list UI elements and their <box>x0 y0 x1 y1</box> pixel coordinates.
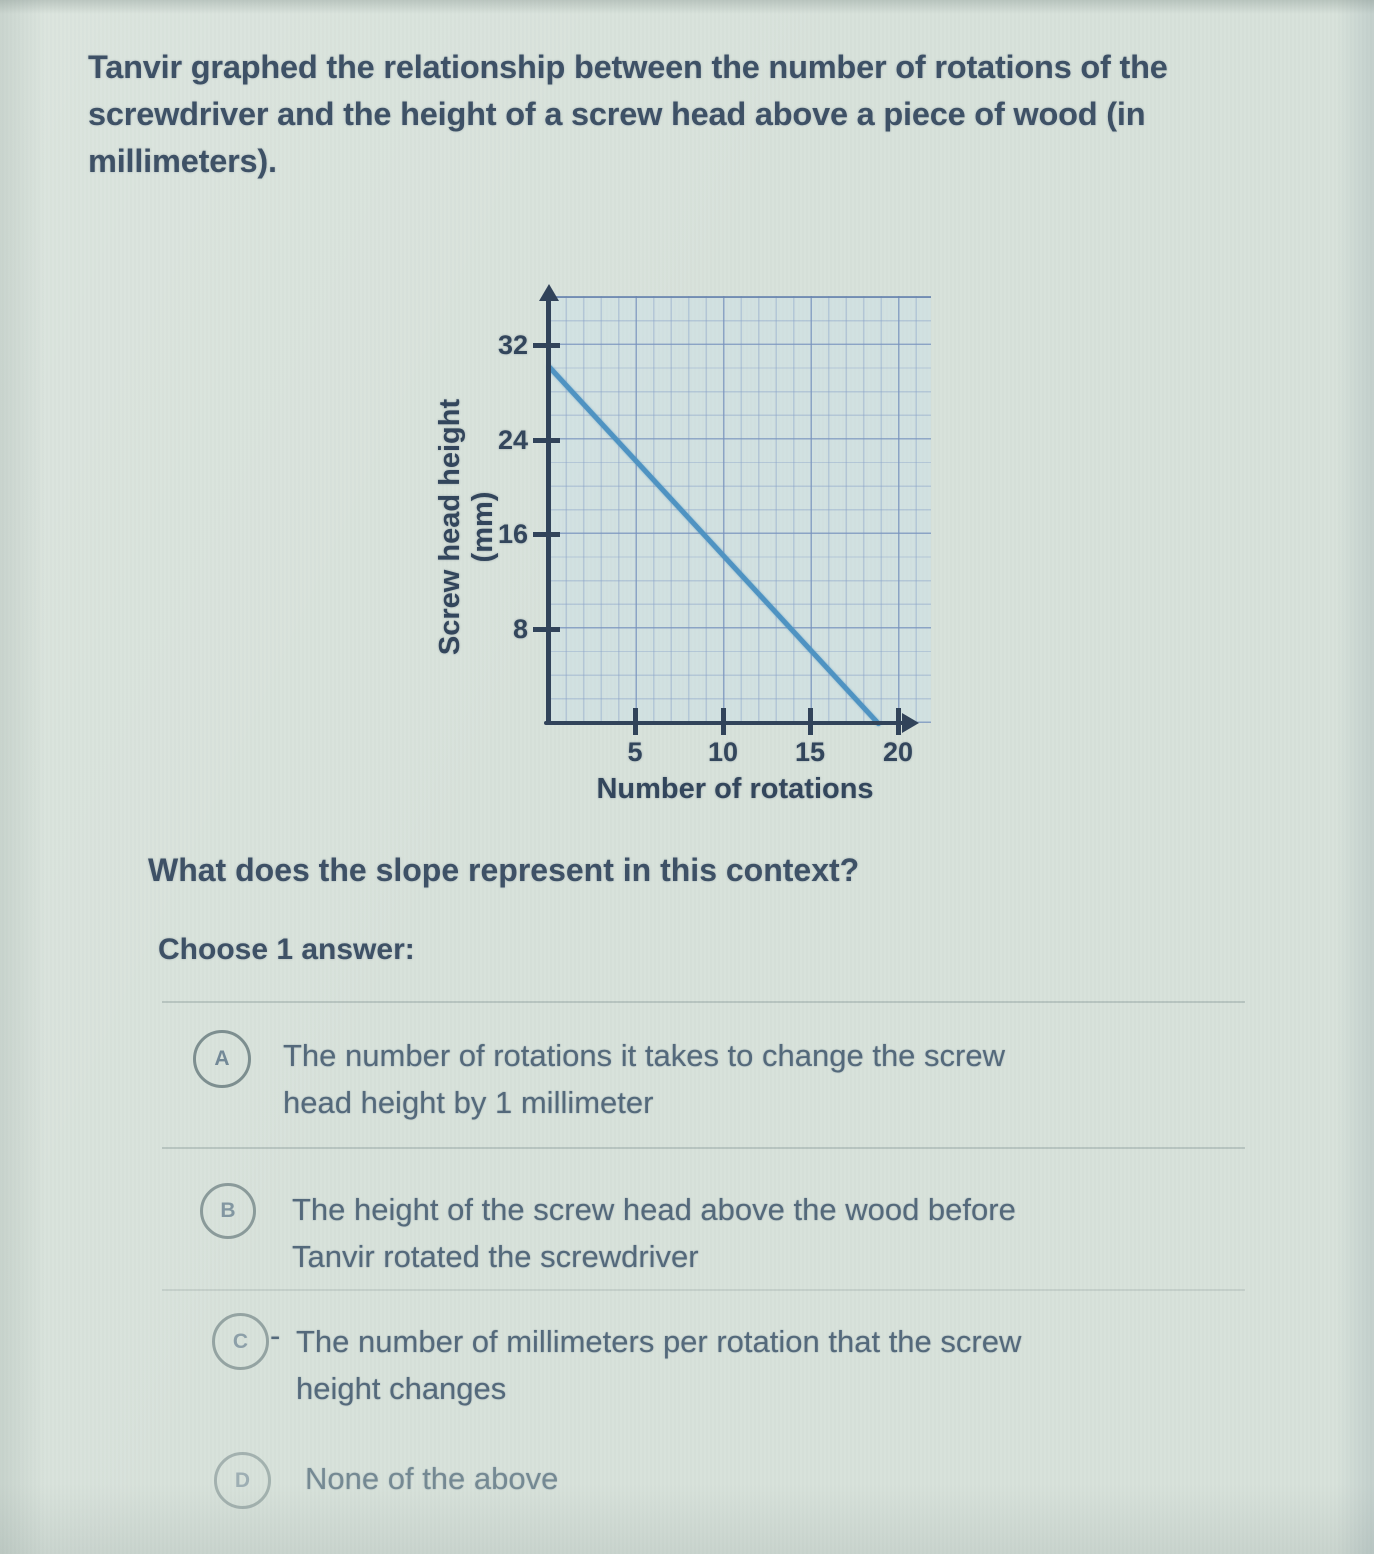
choose-answer-label: Choose 1 answer: <box>158 933 415 966</box>
divider <box>162 1289 1245 1291</box>
y-tick-label: 32 <box>497 330 528 360</box>
y-axis-line <box>546 294 551 725</box>
x-axis-title: Number of rotations <box>596 773 874 805</box>
y-axis-title: Screw head height (mm) <box>434 398 499 656</box>
option-b-text <box>292 1186 1152 1280</box>
plotted-line <box>546 363 882 726</box>
x-axis-tick <box>896 708 901 735</box>
prompt-line-1: Tanvir graphed the relationship between the number of rotations of the <box>88 49 1168 85</box>
answer-option-a[interactable] <box>160 1016 1260 1144</box>
option-a-text <box>283 1032 1143 1126</box>
prompt-line-3: millimeters). <box>88 143 277 179</box>
option-b-line-1: The height of the screw head above the wood before <box>292 1192 1016 1227</box>
answer-option-d[interactable] <box>160 1438 1260 1530</box>
option-c-marker: - <box>270 1318 281 1353</box>
y-tick-label: 24 <box>497 425 528 455</box>
option-a-line-2: head height by 1 millimeter <box>283 1085 654 1120</box>
option-d-letter: D <box>234 1468 251 1492</box>
prompt-line-2: screwdriver and the height of a screw head above a piece of wood (in <box>88 96 1146 132</box>
plot-grid <box>548 296 931 723</box>
option-b-radio[interactable] <box>200 1183 256 1239</box>
option-d-radio[interactable] <box>214 1452 271 1509</box>
x-tick-label: 20 <box>882 737 914 767</box>
y-axis-tick <box>533 438 560 443</box>
y-tick-label: 16 <box>497 519 528 549</box>
divider <box>162 1147 1245 1149</box>
y-tick-label: 8 <box>512 614 528 644</box>
x-tick-label: 15 <box>794 737 826 767</box>
question-prompt <box>88 44 1288 185</box>
x-axis-arrow-icon <box>902 713 919 733</box>
x-axis-tick <box>721 708 726 735</box>
option-a-radio[interactable] <box>193 1030 251 1088</box>
answer-option-c[interactable] <box>160 1300 1260 1418</box>
divider <box>162 1001 1245 1003</box>
x-axis-tick <box>808 708 813 735</box>
option-b-letter: B <box>220 1199 236 1222</box>
option-c-line-2: height changes <box>296 1371 507 1406</box>
option-c-radio[interactable] <box>212 1313 269 1370</box>
question-text: What does the slope represent in this context? <box>148 852 860 888</box>
answer-option-b[interactable] <box>160 1168 1260 1286</box>
x-tick-label: 5 <box>627 737 643 767</box>
option-a-letter: A <box>214 1047 230 1070</box>
option-c-letter: C <box>232 1329 249 1353</box>
y-axis-tick <box>533 532 560 537</box>
x-axis-tick <box>633 708 638 735</box>
option-d-line-1: None of the above <box>305 1461 559 1496</box>
x-tick-label: 10 <box>707 737 739 767</box>
option-b-line-2: Tanvir rotated the screwdriver <box>292 1239 699 1274</box>
y-axis-arrow-icon <box>539 284 559 301</box>
y-axis-tick <box>533 343 560 348</box>
option-d-text <box>305 1455 1165 1502</box>
option-a-line-1: The number of rotations it takes to change the screw <box>283 1038 1005 1073</box>
option-c-text <box>296 1318 1156 1412</box>
y-axis-tick <box>533 627 560 632</box>
option-c-line-1: The number of millimeters per rotation that the screw <box>296 1324 1022 1359</box>
